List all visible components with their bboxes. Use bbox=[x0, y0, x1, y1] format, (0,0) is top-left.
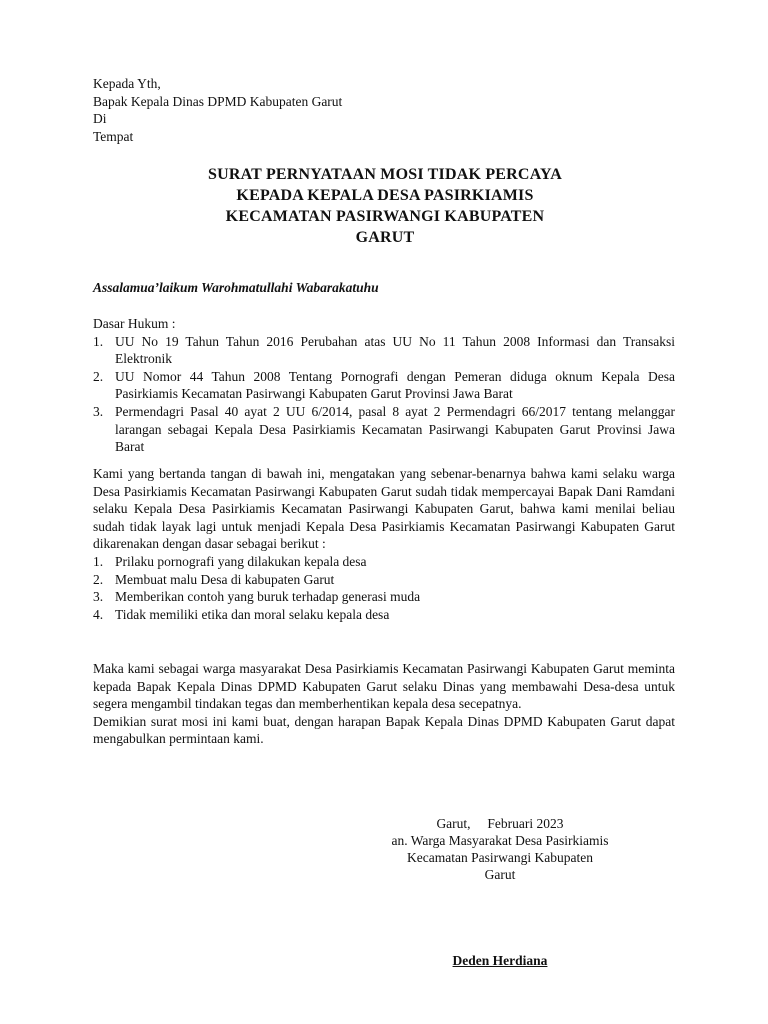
recipient-place: Tempat bbox=[93, 128, 134, 144]
list-item bbox=[93, 333, 675, 368]
legal-basis-list bbox=[93, 333, 675, 456]
recipient-name: Bapak Kepala Dinas DPMD Kabupaten Garut bbox=[93, 93, 343, 109]
list-number: 3. bbox=[93, 403, 104, 419]
list-item-text: Permendagri Pasal 40 ayat 2 UU 6/2014, pasal 8 ayat 2 Permendagri 66/2017 tentang melanggar larangan sebagai Kepala Desa Pasirkiamis Kecamatan Pasirwangi Kabupaten Garut Provinsi Jawa Barat bbox=[115, 403, 675, 455]
list-number: 2. bbox=[93, 571, 104, 587]
title-line-1: SURAT PERNYATAAN MOSI TIDAK PERCAYA bbox=[207, 166, 563, 183]
list-item bbox=[93, 368, 675, 403]
list-number: 1. bbox=[93, 333, 104, 349]
recipient-di: Di bbox=[93, 111, 107, 126]
list-item bbox=[93, 403, 675, 456]
place-date: Garut, Februari 2023 bbox=[436, 816, 564, 831]
closing-paragraph: Demikian surat mosi ini kami buat, dengan harapan Bapak Kepala Dinas DPMD Kabupaten Garut dapat mengabulkan permintaan kami. bbox=[93, 713, 675, 747]
legal-basis-section bbox=[93, 315, 675, 456]
list-item bbox=[93, 588, 675, 606]
request-paragraph: Maka kami sebagai warga masyarakat Desa Pasirkiamis Kecamatan Pasirwangi Kabupaten Garut meminta kepada Bapak Kepala Dinas DPMD Kabupaten Garut selaku Dinas yang membawahi Desa-desa untuk segera mengambil tindakan tegas dan memberhentikan kepala desa secepatnya. bbox=[93, 661, 675, 712]
letter-title bbox=[160, 164, 610, 248]
signature-block bbox=[360, 815, 640, 883]
signature-line-1: an. Warga Masyarakat Desa Pasirkiamis bbox=[391, 833, 609, 848]
statement-section bbox=[93, 465, 675, 623]
signer-name: Deden Herdiana bbox=[452, 953, 548, 968]
recipient-salutation: Kepada Yth, bbox=[93, 76, 161, 91]
list-number: 2. bbox=[93, 368, 104, 384]
list-number: 3. bbox=[93, 589, 104, 605]
legal-basis-label: Dasar Hukum : bbox=[93, 316, 176, 331]
list-item-text: UU No 19 Tahun Tahun 2016 Perubahan atas UU No 11 Tahun 2008 Informasi dan Transaksi Elektronik bbox=[115, 333, 675, 367]
greeting: Assalamua’laikum Warohmatullahi Wabarakatuhu bbox=[93, 280, 379, 295]
request-section bbox=[93, 660, 675, 748]
reasons-list bbox=[93, 553, 675, 623]
list-number: 4. bbox=[93, 606, 104, 622]
recipient-block bbox=[93, 75, 342, 145]
list-item-text: Prilaku pornografi yang dilakukan kepala desa bbox=[115, 553, 367, 569]
list-item bbox=[93, 553, 675, 571]
signature-line-3: Garut bbox=[484, 867, 516, 882]
title-line-3: KECAMATAN PASIRWANGI KABUPATEN bbox=[225, 208, 545, 225]
list-item-text: UU Nomor 44 Tahun 2008 Tentang Pornografi dengan Pemeran diduga oknum Kepala Desa Pasirkiamis Kecamatan Pasirwangi Kabupaten Garut Provinsi Jawa Barat bbox=[115, 368, 675, 402]
statement-paragraph: Kami yang bertanda tangan di bawah ini, mengatakan yang sebenar-benarnya bahwa kami selaku warga Desa Pasirkiamis Kecamatan Pasirwangi Kabupaten Garut sudah tidak mempercayai Bapak Dani Ramdani selaku Kepala Desa Pasirkiamis Kecamatan Pasirwangi Kabupaten Garut, bahwa kami menilai beliau sudah tidak layak lagi untuk menjadi Kepala Desa Pasirkiamis Kecamatan Pasirwangi Kabupaten Garut dikarenakan dengan dasar sebagai berikut : bbox=[93, 466, 675, 552]
title-line-4: GARUT bbox=[355, 229, 415, 246]
list-item-text: Tidak memiliki etika dan moral selaku kepala desa bbox=[115, 606, 390, 622]
list-item-text: Membuat malu Desa di kabupaten Garut bbox=[115, 571, 335, 587]
list-number: 1. bbox=[93, 553, 104, 569]
title-line-2: KEPADA KEPALA DESA PASIRKIAMIS bbox=[236, 187, 534, 204]
list-item-text: Memberikan contoh yang buruk terhadap generasi muda bbox=[115, 589, 421, 605]
list-item bbox=[93, 571, 675, 589]
list-item bbox=[93, 606, 675, 624]
signature-line-2: Kecamatan Pasirwangi Kabupaten bbox=[407, 850, 593, 865]
